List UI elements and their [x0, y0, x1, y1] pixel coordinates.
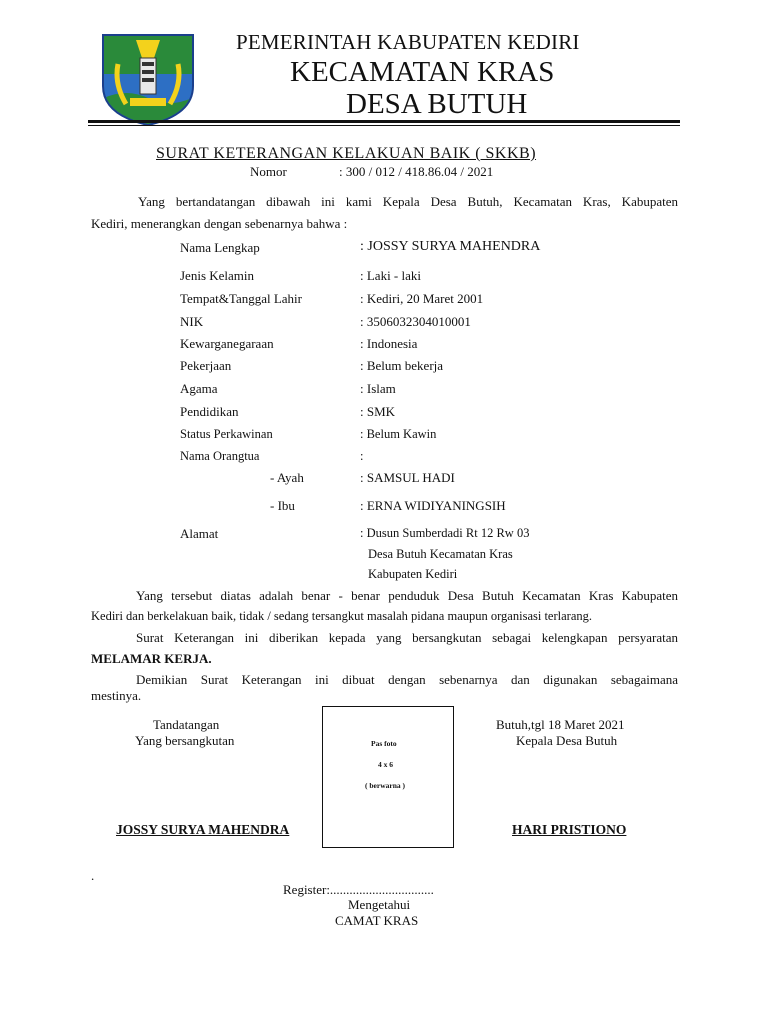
nik-value: : 3506032304010001: [360, 314, 471, 329]
jenis-kelamin-label: Jenis Kelamin: [180, 268, 255, 283]
kediri-regency-emblem-icon: [96, 28, 200, 128]
photo-label-1: Pas foto: [371, 739, 397, 748]
register-line: Register:................................: [283, 882, 434, 897]
right-sign-name: HARI PRISTIONO: [512, 822, 627, 837]
ttl-value: : Kediri, 20 Maret 2001: [360, 291, 484, 306]
right-sign-line-2: Kepala Desa Butuh: [516, 733, 618, 748]
status-perkawinan-value: : Belum Kawin: [360, 427, 437, 441]
paragraph-3-line-2: mestinya.: [91, 688, 142, 703]
pendidikan-value: : SMK: [360, 404, 396, 419]
ibu-label: - Ibu: [270, 498, 295, 513]
left-sign-line-1: Tandatangan: [153, 717, 220, 732]
agama-label: Agama: [180, 381, 218, 396]
document-title: SURAT KETERANGAN KELAKUAN BAIK ( SKKB): [156, 145, 537, 162]
photo-label-2: 4 x 6: [378, 760, 393, 769]
header-district-line: KECAMATAN KRAS: [290, 56, 555, 88]
ttl-label: Tempat&Tanggal Lahir: [180, 291, 302, 306]
pekerjaan-label: Pekerjaan: [180, 358, 232, 373]
paragraph-3-line-1: Demikian Surat Keterangan ini dibuat dengan sebenarnya dan digunakan sebagaimana: [136, 672, 678, 687]
photo-label-3: ( berwarna ): [365, 781, 405, 790]
status-perkawinan-label: Status Perkawinan: [180, 427, 273, 441]
camat-label: CAMAT KRAS: [335, 913, 419, 928]
alamat-line-2: Desa Butuh Kecamatan Kras: [368, 547, 513, 561]
header-village-line: DESA BUTUH: [346, 88, 528, 120]
ayah-value: : SAMSUL HADI: [360, 470, 455, 485]
left-sign-name: JOSSY SURYA MAHENDRA: [116, 822, 290, 837]
alamat-label: Alamat: [180, 526, 219, 541]
agama-value: : Islam: [360, 381, 396, 396]
photo-placeholder: [322, 706, 454, 848]
nama-label: Nama Lengkap: [180, 240, 260, 255]
nama-orangtua-value: :: [360, 449, 364, 463]
left-sign-line-2: Yang bersangkutan: [135, 733, 235, 748]
nik-label: NIK: [180, 314, 204, 329]
alamat-line-1: : Dusun Sumberdadi Rt 12 Rw 03: [360, 526, 530, 540]
ibu-value: : ERNA WIDIYANINGSIH: [360, 498, 506, 513]
header-rule-thin: [88, 125, 680, 126]
paragraph-2-line-1: Surat Keterangan ini diberikan kepada yang bersangkutan sebagai kelengkapan persyaratan: [136, 630, 678, 645]
ayah-label: - Ayah: [270, 470, 304, 485]
nomor-value: : 300 / 012 / 418.86.04 / 2021: [339, 164, 494, 179]
header-rule-thick: [88, 120, 680, 123]
intro-line-1: Yang bertandatangan dibawah ini kami Kepala Desa Butuh, Kecamatan Kras, Kabupaten: [138, 194, 678, 209]
nama-orangtua-label: Nama Orangtua: [180, 449, 260, 463]
jenis-kelamin-value: : Laki - laki: [360, 268, 422, 283]
intro-line-2: Kediri, menerangkan dengan sebenarnya bahwa :: [91, 216, 348, 231]
mengetahui-label: Mengetahui: [348, 897, 411, 912]
nama-value: : JOSSY SURYA MAHENDRA: [360, 239, 541, 254]
paragraph-2-line-2: MELAMAR KERJA.: [91, 651, 212, 666]
nomor-label: Nomor: [250, 164, 287, 179]
paragraph-1-line-2: Kediri dan berkelakuan baik, tidak / sedang tersangkut masalah pidana maupun organisasi terlarang.: [91, 609, 592, 623]
right-sign-line-1: Butuh,tgl 18 Maret 2021: [496, 717, 625, 732]
alamat-line-3: Kabupaten Kediri: [368, 567, 458, 581]
kewarganegaraan-value: : Indonesia: [360, 336, 418, 351]
paragraph-1-line-1: Yang tersebut diatas adalah benar - benar penduduk Desa Butuh Kecamatan Kras Kabupaten: [136, 588, 678, 603]
stray-dot: .: [91, 868, 95, 883]
pendidikan-label: Pendidikan: [180, 404, 239, 419]
header-government-line: PEMERINTAH KABUPATEN KEDIRI: [236, 30, 580, 54]
kewarganegaraan-label: Kewarganegaraan: [180, 336, 274, 351]
pekerjaan-value: : Belum bekerja: [360, 358, 444, 373]
